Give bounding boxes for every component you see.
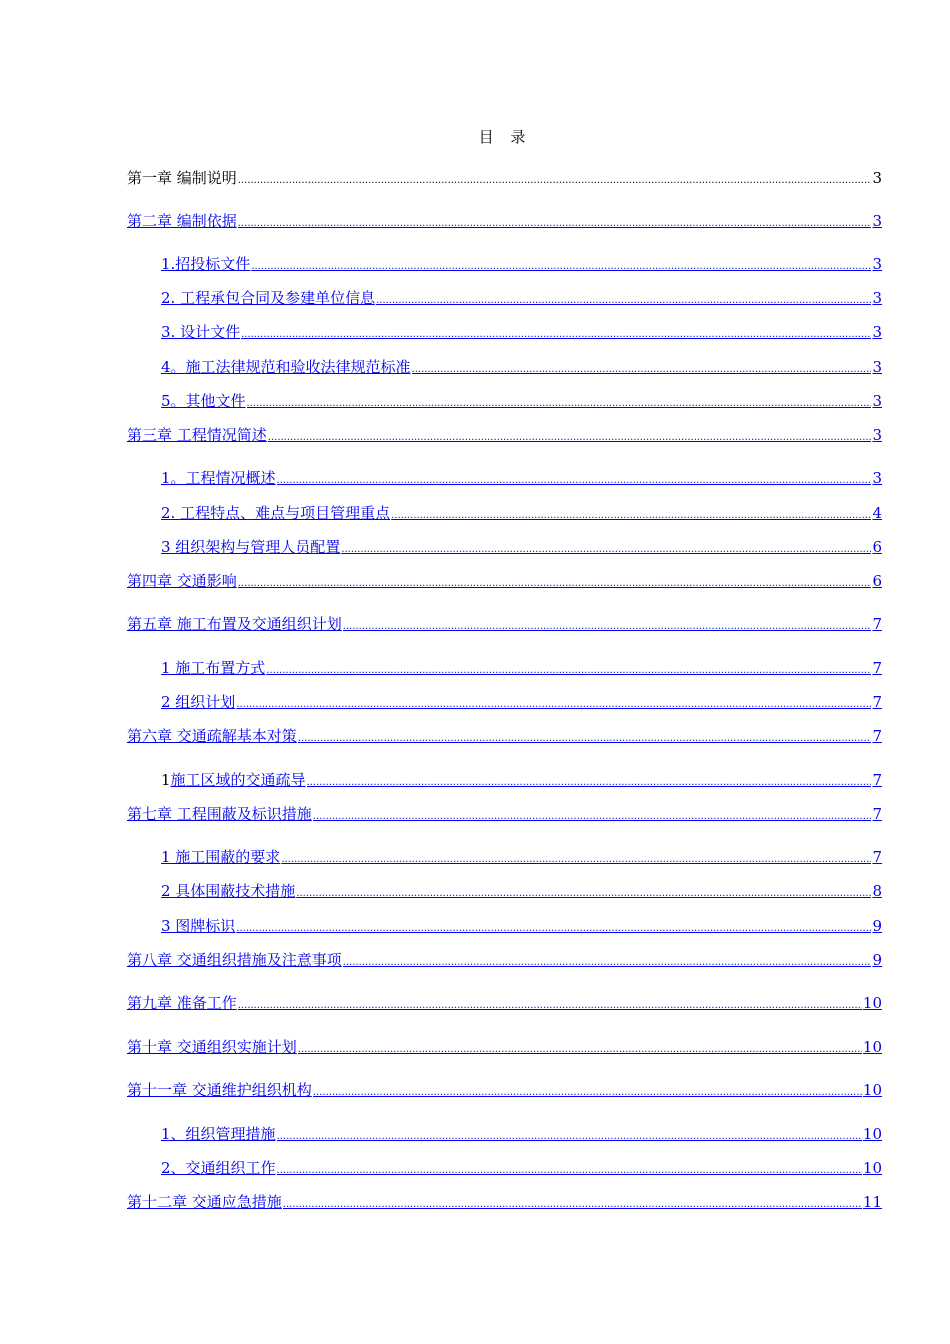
toc-chapter-entry[interactable] xyxy=(127,1037,882,1057)
toc-section-entry[interactable] xyxy=(161,468,882,488)
toc-dot-leader xyxy=(277,471,872,491)
toc-page-number[interactable]: 7 xyxy=(872,615,882,633)
toc-entry-label[interactable]: 第四章 交通影响 xyxy=(127,572,237,590)
toc-dot-leader xyxy=(247,394,872,414)
toc-entry-label[interactable]: 第十一章 交通维护组织机构 xyxy=(127,1081,312,1099)
toc-section-entry[interactable] xyxy=(161,391,882,411)
toc-section-entry[interactable] xyxy=(161,881,882,901)
toc-chapter-entry[interactable] xyxy=(127,726,882,746)
toc-entry-label[interactable]: 第三章 工程情况简述 xyxy=(127,426,267,444)
toc-chapter-entry[interactable] xyxy=(127,571,882,591)
toc-entry-label[interactable]: 3 组织架构与管理人员配置 xyxy=(161,538,341,556)
toc-entry-label[interactable]: 第十章 交通组织实施计划 xyxy=(127,1038,297,1056)
toc-dot-leader xyxy=(391,506,871,526)
toc-section-entry[interactable] xyxy=(161,1158,882,1178)
toc-page-number[interactable]: 11 xyxy=(862,1193,882,1211)
toc-entry-label: 第一章 编制说明 xyxy=(127,169,237,187)
toc-chapter-entry[interactable] xyxy=(127,804,882,824)
toc-dot-leader xyxy=(241,325,871,345)
toc-entry-label[interactable]: 2 组织计划 xyxy=(161,693,236,711)
toc-section-entry[interactable] xyxy=(161,770,882,790)
toc-dot-leader xyxy=(281,850,871,870)
toc-dot-leader xyxy=(313,1083,862,1103)
toc-dot-leader xyxy=(277,1161,862,1181)
toc-section-entry[interactable] xyxy=(161,357,882,377)
toc-entry-label[interactable]: 2 具体围蔽技术措施 xyxy=(161,882,296,900)
toc-dot-leader xyxy=(283,1195,862,1215)
toc-dot-leader xyxy=(376,291,871,311)
toc-dot-leader xyxy=(238,171,872,191)
toc-page-number[interactable]: 3 xyxy=(872,392,882,410)
toc-page-number[interactable]: 7 xyxy=(872,771,882,789)
toc-chapter-entry[interactable] xyxy=(127,1192,882,1212)
toc-page-number[interactable]: 10 xyxy=(862,1159,882,1177)
toc-section-entry[interactable] xyxy=(161,288,882,308)
toc-page-number[interactable]: 3 xyxy=(872,426,882,444)
toc-chapter-entry xyxy=(127,168,882,188)
toc-entry-label[interactable]: 第五章 施工布置及交通组织计划 xyxy=(127,615,342,633)
toc-page-number[interactable]: 3 xyxy=(872,289,882,307)
toc-page-number[interactable]: 6 xyxy=(872,538,882,556)
toc-section-entry[interactable] xyxy=(161,503,882,523)
toc-dot-leader xyxy=(238,996,862,1016)
toc-section-entry[interactable] xyxy=(161,847,882,867)
toc-dot-leader xyxy=(412,360,872,380)
toc-page-number[interactable]: 3 xyxy=(872,323,882,341)
toc-entry-label[interactable]: 第二章 编制依据 xyxy=(127,212,237,230)
toc-page-number[interactable]: 8 xyxy=(872,882,882,900)
toc-page-number[interactable]: 10 xyxy=(862,1038,882,1056)
toc-entry-label[interactable]: 3. 设计文件 xyxy=(161,323,241,341)
toc-page-number[interactable]: 7 xyxy=(872,727,882,745)
toc-entry-label[interactable]: 1、组织管理措施 xyxy=(161,1125,276,1143)
toc-dot-leader xyxy=(238,574,872,594)
toc-dot-leader xyxy=(298,729,872,749)
toc-dot-leader xyxy=(268,428,872,448)
toc-entry-label[interactable]: 第六章 交通疏解基本对策 xyxy=(127,727,297,745)
toc-dot-leader xyxy=(307,773,872,793)
toc-section-entry[interactable] xyxy=(161,1124,882,1144)
toc-page-number[interactable]: 7 xyxy=(872,659,882,677)
toc-page-number[interactable]: 7 xyxy=(872,693,882,711)
toc-page-number[interactable]: 10 xyxy=(862,1125,882,1143)
toc-page-number[interactable]: 9 xyxy=(872,951,882,969)
toc-entry-label[interactable]: 第八章 交通组织措施及注意事项 xyxy=(127,951,342,969)
toc-page-number: 3 xyxy=(872,169,882,187)
toc-section-entry[interactable] xyxy=(161,658,882,678)
toc-chapter-entry[interactable] xyxy=(127,614,882,634)
toc-dot-leader xyxy=(251,257,871,277)
toc-dot-leader xyxy=(343,953,872,973)
toc-page-number[interactable]: 7 xyxy=(872,805,882,823)
toc-page-number[interactable]: 7 xyxy=(872,848,882,866)
toc-entry-number: 1 xyxy=(161,771,171,789)
toc-page-number[interactable]: 4 xyxy=(872,504,882,522)
toc-entry-label[interactable]: 5。其他文件 xyxy=(161,392,246,410)
toc-dot-leader xyxy=(236,919,871,939)
toc-section-entry[interactable] xyxy=(161,916,882,936)
toc-page-number[interactable]: 10 xyxy=(862,1081,882,1099)
toc-chapter-entry[interactable] xyxy=(127,1080,882,1100)
toc-chapter-entry[interactable] xyxy=(127,211,882,231)
toc-dot-leader xyxy=(313,807,872,827)
toc-dot-leader xyxy=(266,661,871,681)
toc-page-number[interactable]: 10 xyxy=(862,994,882,1012)
toc-chapter-entry[interactable] xyxy=(127,993,882,1013)
toc-section-entry[interactable] xyxy=(161,254,882,274)
toc-chapter-entry[interactable] xyxy=(127,950,882,970)
toc-page-number[interactable]: 3 xyxy=(872,469,882,487)
toc-page-number[interactable]: 3 xyxy=(872,212,882,230)
toc-entry-label[interactable]: 1.招投标文件 xyxy=(161,255,251,273)
toc-entry-label[interactable]: 2、交通组织工作 xyxy=(161,1159,276,1177)
toc-page-number[interactable]: 3 xyxy=(872,255,882,273)
toc-entry-label[interactable]: 3 图牌标识 xyxy=(161,917,236,935)
toc-dot-leader xyxy=(296,884,871,904)
toc-entry-label[interactable]: 1。工程情况概述 xyxy=(161,469,276,487)
toc-entry-label[interactable]: 1 施工围蔽的要求 xyxy=(161,848,281,866)
toc-dot-leader xyxy=(343,617,872,637)
toc-entry-label[interactable]: 2. 工程特点、难点与项目管理重点 xyxy=(161,504,391,522)
toc-heading: 目 录 xyxy=(478,128,532,146)
toc-entry-label[interactable]: 2. 工程承包合同及参建单位信息 xyxy=(161,289,376,307)
toc-section-entry[interactable] xyxy=(161,537,882,557)
toc-chapter-entry[interactable] xyxy=(127,425,882,445)
toc-entry-label[interactable]: 施工区域的交通疏导 xyxy=(170,771,306,789)
toc-entry-label[interactable]: 1 施工布置方式 xyxy=(161,659,266,677)
toc-dot-leader xyxy=(298,1040,862,1060)
toc-dot-leader xyxy=(341,540,871,560)
toc-entry-label[interactable]: 第七章 工程围蔽及标识措施 xyxy=(127,805,312,823)
toc-section-entry[interactable] xyxy=(161,692,882,712)
toc-page-number[interactable]: 3 xyxy=(872,358,882,376)
toc-dot-leader xyxy=(236,695,871,715)
toc-section-entry[interactable] xyxy=(161,322,882,342)
toc-page-number[interactable]: 6 xyxy=(872,572,882,590)
toc-dot-leader xyxy=(238,214,872,234)
toc-page-number[interactable]: 9 xyxy=(872,917,882,935)
toc-dot-leader xyxy=(277,1127,862,1147)
toc-entry-label[interactable]: 4。施工法律规范和验收法律规范标准 xyxy=(161,358,411,376)
toc-entry-label[interactable]: 第九章 准备工作 xyxy=(127,994,237,1012)
toc-entry-label[interactable]: 第十二章 交通应急措施 xyxy=(127,1193,282,1211)
